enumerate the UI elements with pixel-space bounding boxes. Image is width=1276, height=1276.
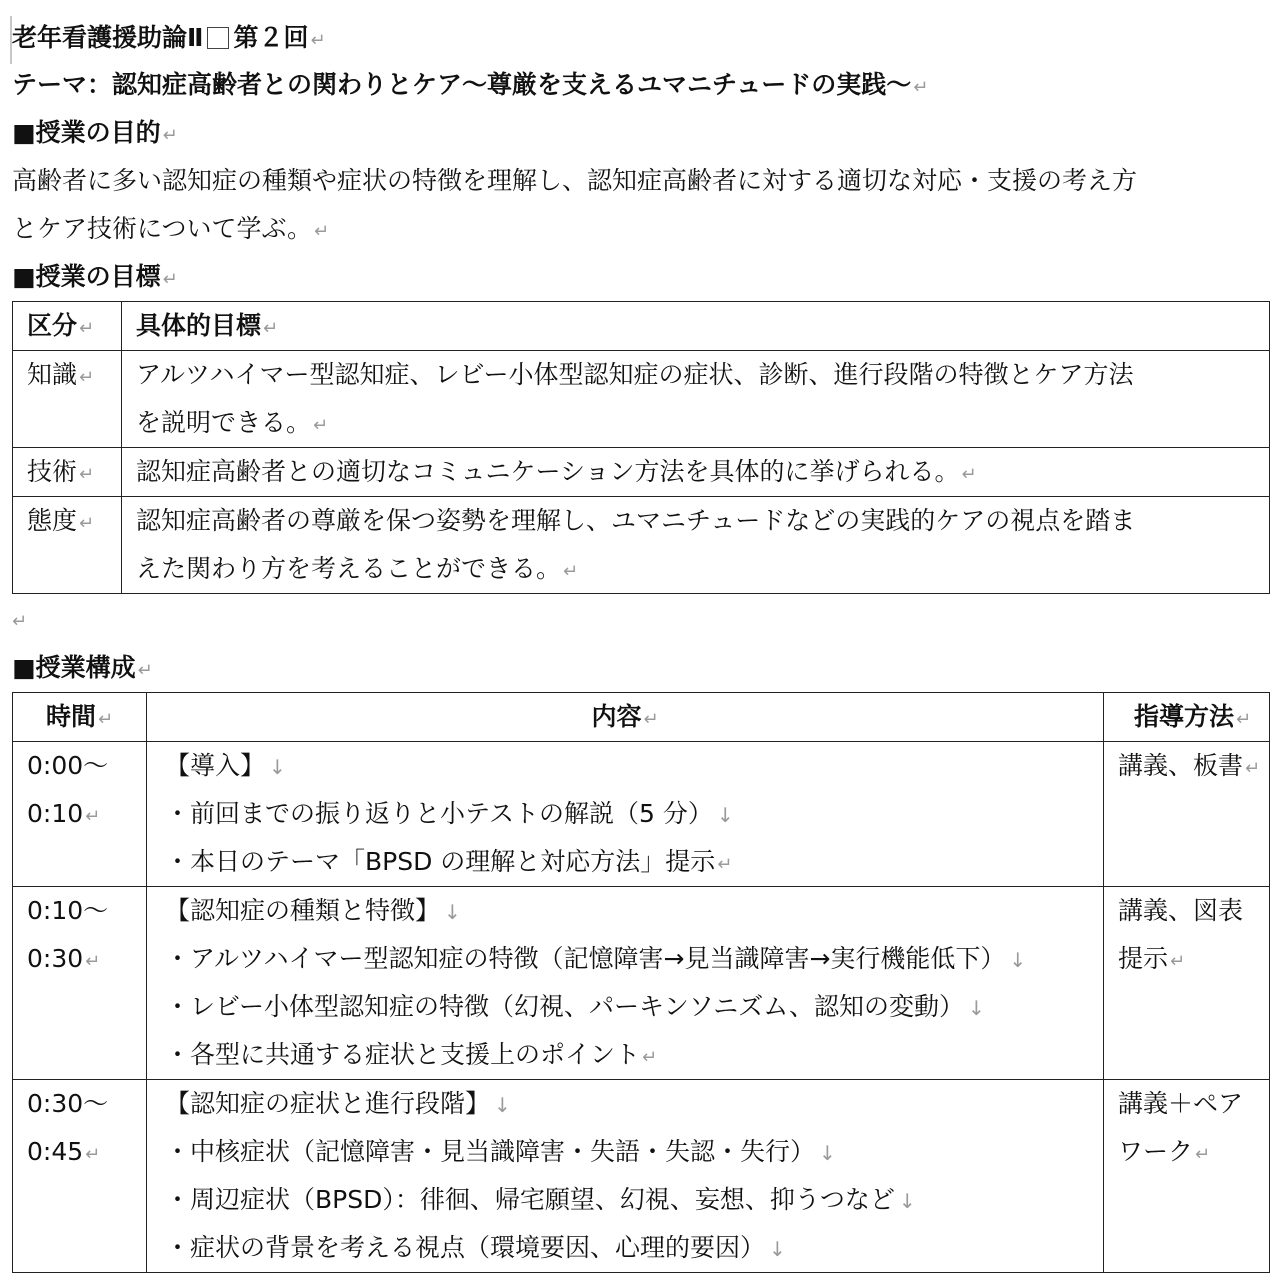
content-item: ・症状の背景を考える視点（環境要因、心理的要因） bbox=[165, 1233, 766, 1262]
category-label: 態度 bbox=[27, 506, 78, 535]
document-title[interactable] bbox=[12, 14, 326, 62]
table-cell[interactable] bbox=[13, 887, 147, 1080]
paragraph-mark-icon: ↵ bbox=[313, 415, 329, 436]
table-cell[interactable] bbox=[122, 448, 1270, 497]
table-cell[interactable] bbox=[1104, 742, 1270, 887]
time-start: 0:00～ bbox=[27, 751, 109, 780]
purpose-heading-text: ■授業の目的 bbox=[12, 118, 161, 147]
theme-line[interactable] bbox=[12, 61, 928, 109]
content-item: ・各型に共通する症状と支援上のポイント bbox=[165, 1040, 641, 1069]
structure-heading[interactable] bbox=[12, 644, 153, 692]
header-time: 時間 bbox=[45, 702, 96, 731]
line-break-icon: ↓ bbox=[1009, 948, 1027, 972]
method-text: ワーク bbox=[1118, 1137, 1194, 1166]
time-end: 0:10 bbox=[27, 799, 84, 828]
content-item: ・中核症状（記憶障害・見当識障害・失語・失認・失行） bbox=[165, 1137, 816, 1166]
paragraph-mark-icon: ↵ bbox=[79, 367, 95, 388]
title-text: 老年看護援助論Ⅱ bbox=[12, 23, 204, 52]
method-text: 講義、板書 bbox=[1118, 751, 1244, 780]
paragraph-mark-icon: ↵ bbox=[137, 660, 153, 681]
line-break-icon: ↓ bbox=[968, 996, 985, 1020]
content-section-title: 【認知症の症状と進行段階】 bbox=[165, 1089, 491, 1118]
table-cell[interactable] bbox=[1104, 693, 1270, 742]
table-cell[interactable] bbox=[147, 1080, 1104, 1273]
paragraph-mark-icon: ↵ bbox=[85, 951, 101, 972]
goal-text-line: えた関わり方を考えることができる。 bbox=[136, 554, 562, 583]
paragraph-mark-icon: ↵ bbox=[563, 561, 579, 582]
paragraph-mark-icon: ↵ bbox=[961, 464, 977, 485]
table-row bbox=[13, 887, 1270, 1080]
content-section-title: 【認知症の種類と特徴】 bbox=[165, 896, 441, 925]
goals-table bbox=[12, 301, 1270, 594]
line-break-icon: ↓ bbox=[494, 1093, 511, 1117]
title-session: 第２回 bbox=[233, 23, 309, 52]
paragraph-mark-icon: ↵ bbox=[643, 709, 659, 730]
method-text: 提示 bbox=[1118, 944, 1169, 973]
goals-heading[interactable] bbox=[12, 253, 178, 301]
table-row bbox=[13, 497, 1270, 594]
time-start: 0:30～ bbox=[27, 1089, 109, 1118]
time-end: 0:45 bbox=[27, 1137, 84, 1166]
line-break-icon: ↓ bbox=[769, 1237, 786, 1261]
empty-paragraph-mark-icon[interactable]: ↵ bbox=[12, 611, 28, 632]
paragraph-mark-icon: ↵ bbox=[1236, 709, 1252, 730]
table-cell[interactable] bbox=[13, 1080, 147, 1273]
paragraph-mark-icon: ↵ bbox=[1245, 758, 1261, 779]
purpose-line-2-text: とケア技術について学ぶ。 bbox=[12, 214, 313, 243]
table-row bbox=[13, 351, 1270, 448]
purpose-paragraph[interactable] bbox=[12, 157, 1137, 253]
table-cell[interactable] bbox=[1104, 887, 1270, 1080]
lesson-plan-table bbox=[12, 692, 1270, 1273]
paragraph-mark-icon: ↵ bbox=[314, 221, 330, 242]
content-item: ・本日のテーマ「BPSD の理解と対応方法」提示 bbox=[165, 847, 716, 876]
table-cell[interactable] bbox=[13, 448, 122, 497]
paragraph-mark-icon: ↵ bbox=[310, 30, 326, 51]
table-cell[interactable] bbox=[147, 693, 1104, 742]
paragraph-mark-icon: ↵ bbox=[85, 1144, 101, 1165]
goal-text-line: アルツハイマー型認知症、レビー小体型認知症の症状、診断、進行段階の特徴とケア方法 bbox=[136, 360, 1134, 389]
table-cell[interactable] bbox=[13, 693, 147, 742]
paragraph-mark-icon: ↵ bbox=[97, 709, 114, 730]
table-header-row bbox=[13, 302, 1270, 351]
line-break-icon: ↓ bbox=[819, 1141, 836, 1165]
category-label: 知識 bbox=[27, 360, 78, 389]
table-cell[interactable] bbox=[13, 351, 122, 448]
table-cell[interactable] bbox=[122, 302, 1270, 351]
table-cell[interactable] bbox=[122, 351, 1270, 448]
time-start: 0:10～ bbox=[27, 896, 109, 925]
paragraph-mark-icon: ↵ bbox=[263, 318, 279, 339]
table-cell[interactable] bbox=[122, 497, 1270, 594]
header-content: 内容 bbox=[591, 702, 642, 731]
paragraph-mark-icon: ↵ bbox=[162, 125, 178, 146]
method-text: 講義＋ペア bbox=[1118, 1089, 1244, 1118]
paragraph-mark-icon: ↵ bbox=[85, 806, 101, 827]
table-header-row bbox=[13, 693, 1270, 742]
paragraph-mark-icon: ↵ bbox=[79, 318, 95, 339]
goal-text-line: を説明できる。 bbox=[136, 408, 312, 437]
line-break-icon: ↓ bbox=[444, 900, 461, 924]
box-icon bbox=[207, 27, 229, 49]
table-row bbox=[13, 448, 1270, 497]
table-cell[interactable] bbox=[147, 742, 1104, 887]
paragraph-mark-icon: ↵ bbox=[79, 464, 95, 485]
purpose-line-1: 高齢者に多い認知症の種類や症状の特徴を理解し、認知症高齢者に対する適切な対応・支援の考え方 bbox=[12, 166, 1138, 195]
table-cell[interactable] bbox=[13, 742, 147, 887]
content-item: ・前回までの振り返りと小テストの解説（5 分） bbox=[165, 799, 713, 828]
content-item: ・レビー小体型認知症の特徴（幻視、パーキンソニズム、認知の変動） bbox=[165, 992, 965, 1021]
table-row bbox=[13, 1080, 1270, 1273]
table-cell[interactable] bbox=[1104, 1080, 1270, 1273]
header-goal: 具体的目標 bbox=[136, 311, 262, 340]
paragraph-mark-icon: ↵ bbox=[642, 1047, 658, 1068]
line-break-icon: ↓ bbox=[898, 1189, 916, 1213]
paragraph-mark-icon: ↵ bbox=[913, 77, 929, 98]
theme-text: テーマ：認知症高齢者との関わりとケア～尊厳を支えるユマニチュードの実践～ bbox=[12, 70, 912, 99]
paragraph-mark-icon: ↵ bbox=[79, 513, 95, 534]
table-row bbox=[13, 742, 1270, 887]
purpose-line-2 bbox=[12, 205, 1137, 253]
time-end: 0:30 bbox=[27, 944, 84, 973]
line-break-icon: ↓ bbox=[269, 755, 286, 779]
content-item: ・アルツハイマー型認知症の特徴（記憶障害→見当識障害→実行機能低下） bbox=[165, 944, 1006, 973]
paragraph-mark-icon: ↵ bbox=[1195, 1144, 1211, 1165]
purpose-heading[interactable] bbox=[12, 109, 178, 157]
goals-heading-text: ■授業の目標 bbox=[12, 262, 161, 291]
goal-text-line: 認知症高齢者との適切なコミュニケーション方法を具体的に挙げられる。 bbox=[136, 457, 960, 486]
paragraph-mark-icon: ↵ bbox=[717, 854, 733, 875]
goal-text-line: 認知症高齢者の尊厳を保つ姿勢を理解し、ユマニチュードなどの実践的ケアの視点を踏ま bbox=[136, 506, 1136, 535]
table-cell[interactable] bbox=[13, 497, 122, 594]
paragraph-mark-icon: ↵ bbox=[162, 269, 178, 290]
category-label: 技術 bbox=[27, 457, 78, 486]
line-break-icon: ↓ bbox=[716, 803, 734, 827]
content-section-title: 【導入】 bbox=[165, 751, 266, 780]
table-cell[interactable] bbox=[13, 302, 122, 351]
method-text: 講義、図表 bbox=[1118, 896, 1244, 925]
content-item: ・周辺症状（BPSD）：徘徊、帰宅願望、幻視、妄想、抑うつなど bbox=[165, 1185, 895, 1214]
table-cell[interactable] bbox=[147, 887, 1104, 1080]
header-method: 指導方法 bbox=[1134, 702, 1235, 731]
paragraph-mark-icon: ↵ bbox=[1170, 951, 1186, 972]
structure-heading-text: ■授業構成 bbox=[12, 653, 136, 682]
header-category: 区分 bbox=[27, 311, 78, 340]
